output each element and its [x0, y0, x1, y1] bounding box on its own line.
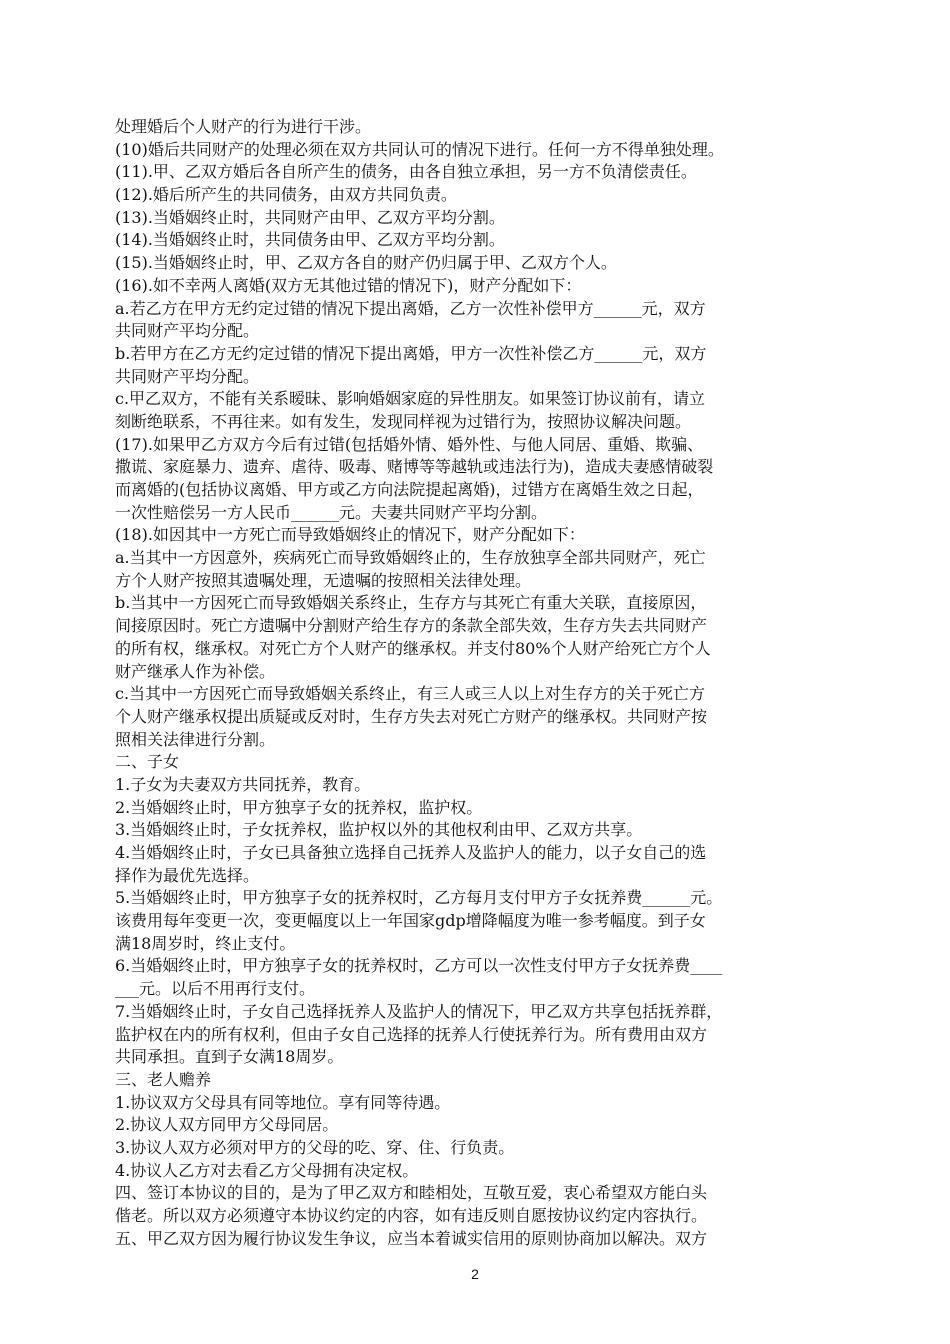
text-line: 个人财产继承权提出质疑或反对时，生存方失去对死亡方财产的继承权。共同财产按 [115, 706, 708, 726]
text-line: c.当其中一方因死亡而导致婚姻关系终止，有三人或三人以上对生存方的关于死亡方 [115, 684, 706, 704]
text-line: a.若乙方在甲方无约定过错的情况下提出离婚，乙方一次性补偿甲方______元，双方 [115, 298, 706, 318]
text-line: (11).甲、乙双方婚后各自所产生的债务，由各自独立承担，另一方不负清偿责任。 [115, 162, 697, 182]
text-line: c.甲乙双方，不能有关系暧昧、影响婚姻家庭的异性朋友。如果签订协议前有，请立 [115, 389, 706, 409]
text-line: (18).如因其中一方死亡而导致婚姻终止的情况下，财产分配如下： [115, 525, 585, 545]
text-line: 财产继承人作为补偿。 [115, 661, 276, 681]
text-line: 方个人财产按照其遗嘱处理，无遗嘱的按照相关法律处理。 [115, 570, 532, 590]
text-line: 3.当婚姻终止时，子女抚养权，监护权以外的其他权利由甲、乙双方共享。 [115, 820, 643, 840]
page-number: 2 [471, 1266, 479, 1282]
text-line: 偕老。所以双方必须遵守本协议约定的内容，如有违反则自愿按协议约定内容执行。 [115, 1206, 708, 1225]
text-line: 共同财产平均分配。 [115, 321, 260, 341]
text-line: 3.协议人双方必须对甲方的父母的吃、穿、住、行负责。 [115, 1137, 515, 1157]
text-line: 刻断绝联系，不再往来。如有发生，发现同样视为过错行为，按照协议解决问题。 [115, 411, 692, 431]
text-line: 而离婚的(包括协议离婚、甲方或乙方向法院提起离婚)，过错方在离婚生效之日起， [115, 480, 704, 499]
text-line: 三、老人赡养 [115, 1069, 212, 1089]
text-line: (15).当婚姻终止时，甲、乙双方各自的财产仍归属于甲、乙双方个人。 [115, 253, 617, 273]
text-line: 撒谎、家庭暴力、遗弃、虐待、吸毒、赌博等等越轨或违法行为)，造成夫妻感情破裂 [115, 457, 714, 477]
text-line: 照相关法律进行分割。 [115, 729, 276, 749]
text-line: (13).当婚姻终止时，共同财产由甲、乙双方平均分割。 [115, 207, 505, 227]
document-body [115, 116, 840, 1250]
text-line: (14).当婚姻终止时，共同债务由甲、乙双方平均分割。 [115, 230, 505, 250]
text-line: b.若甲方在乙方无约定过错的情况下提出离婚，甲方一次性补偿乙方______元，双方 [115, 343, 707, 363]
text-line: 7.当婚姻终止时，子女自己选择抚养人及监护人的情况下，甲乙双方共享包括抚养群， [115, 1001, 723, 1021]
text-line: 满18周岁时，终止支付。 [115, 933, 296, 953]
text-line: 择作为最优先选择。 [115, 865, 260, 885]
text-line: 2.当婚姻终止时，甲方独享子女的抚养权，监护权。 [115, 797, 483, 817]
text-line: 共同财产平均分配。 [115, 366, 260, 386]
text-line: b.当其中一方因死亡而导致婚姻关系终止，生存方与其死亡有重大关联，直接原因， [115, 593, 707, 613]
text-line: ___元。以后不用再行支付。 [115, 979, 316, 999]
text-line: 4.协议人乙方对去看乙方父母拥有决定权。 [115, 1160, 419, 1180]
text-line: 五、甲乙双方因为履行协议发生争议，应当本着诚实信用的原则协商加以解决。双方 [115, 1228, 708, 1248]
text-line: (17).如果甲乙方双方今后有过错(包括婚外情、婚外性、与他人同居、重婚、欺骗、 [115, 434, 704, 454]
text-line: 监护权在内的所有权利，但由子女自己选择的抚养人行使抚养行为。所有费用由双方 [115, 1024, 708, 1044]
text-line: 间接原因时。死亡方遗嘱中分割财产给生存方的条款全部失效，生存方失去共同财产 [115, 616, 708, 636]
text-line: 处理婚后个人财产的行为进行干涉。 [115, 117, 372, 136]
text-line: 四、签订本协议的目的，是为了甲乙双方和睦相处，互敬互爱，衷心希望双方能白头 [115, 1183, 708, 1203]
text-line: 的所有权，继承权。对死亡方个人财产的继承权。并支付80%个人财产给死亡方个人 [115, 638, 711, 658]
text-line: a.当其中一方因意外，疾病死亡而导致婚姻终止的，生存放独享全部共同财产，死亡 [115, 548, 706, 568]
text-line: 6.当婚姻终止时，甲方独享子女的抚养权时，乙方可以一次性支付甲方子女抚养费____ [115, 956, 723, 976]
text-line: (10)婚后共同财产的处理必须在双方共同认可的情况下进行。任何一方不得单独处理。 [115, 139, 724, 159]
text-line: (12).婚后所产生的共同债务，由双方共同负责。 [115, 185, 457, 205]
text-line: 该费用每年变更一次，变更幅度以上一年国家gdp增降幅度为唯一参考幅度。到子女 [115, 911, 706, 931]
text-line: 共同承担。直到子女满18周岁。 [115, 1047, 344, 1067]
text-line: 1.子女为夫妻双方共同抚养，教育。 [115, 774, 371, 794]
text-line: 一次性赔偿另一方人民币______元。夫妻共同财产平均分割。 [115, 502, 548, 522]
text-line: 1.协议双方父母具有同等地位。享有同等待遇。 [115, 1092, 451, 1112]
text-line: (16).如不幸两人离婚(双方无其他过错的情况下)，财产分配如下： [115, 275, 582, 295]
text-line: 4.当婚姻终止时，子女已具备独立选择自己抚养人及监护人的能力，以子女自己的选 [115, 843, 707, 862]
text-line: 5.当婚姻终止时，甲方独享子女的抚养权时，乙方每月支付甲方子女抚养费______元。 [115, 888, 723, 908]
text-line: 2.协议人双方同甲方父母同居。 [115, 1115, 339, 1135]
text-line: 二、子女 [115, 752, 180, 772]
